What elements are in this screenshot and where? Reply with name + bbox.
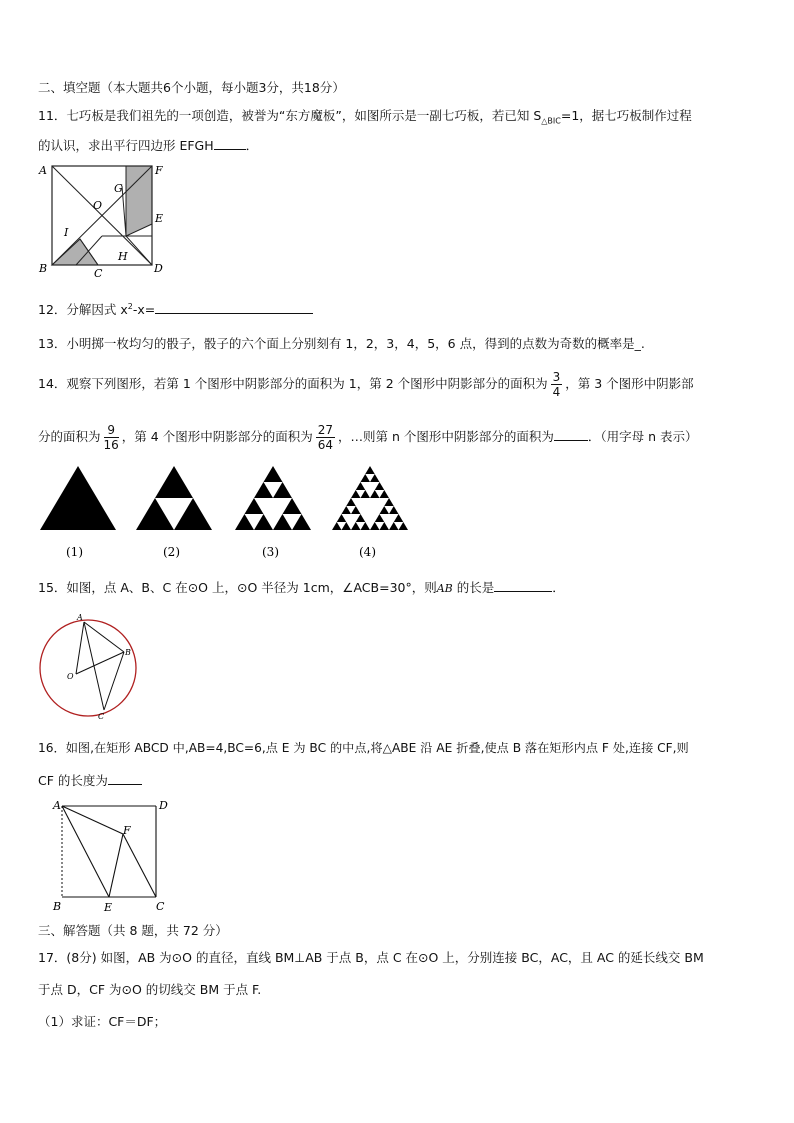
section-2-header: 二、填空题（本大题共6个小题，每小题3分，共18分）: [38, 80, 345, 95]
caption-3: (3): [262, 545, 279, 559]
q15-text-c: ．: [552, 580, 565, 595]
triangle-1: [40, 466, 116, 530]
q12-text: 12．分解因式 x: [38, 302, 128, 317]
q14-text-a: 14．观察下列图形，若第 1 个图形中阴影部分的面积为 1，第 2 个图形中阴影部分的面积为: [38, 376, 548, 391]
q15-text-b: 的长是: [456, 580, 495, 595]
q16-text-2: CF 的长度为: [38, 773, 108, 788]
fraction-9-16: $\frac{9}{16}$: [103, 423, 119, 452]
tangram-figure: [36, 162, 166, 278]
caption-2: (2): [163, 545, 180, 559]
q13-line: 13．小明掷一枚均匀的骰子，骰子的六个面上分别刻有 1，2，3，4，5，6 点，得到的点数为奇数的概率是_.: [38, 336, 645, 351]
label-O: O: [93, 199, 103, 212]
q12-superscript: 2: [127, 301, 133, 311]
q11-line-2: [38, 136, 258, 154]
q16-line-2: [38, 771, 142, 789]
q11-text-2: 的认识，求出平行四边形 EFGH: [38, 138, 214, 153]
q11-text-a: 11．七巧板是我们祖先的一项创造，被誉为“东方魔板”，如图所示是一副七巧板，若已知 S: [38, 108, 542, 123]
q14-line-1: [38, 370, 694, 399]
q11-text-b: =1，据七巧板制作过程: [560, 108, 692, 123]
rectangle-fold-figure: [48, 796, 174, 918]
q11-subscript: △BIC: [541, 116, 561, 126]
sierpinski-figures: [36, 462, 426, 564]
q14-text-b: ，第 3 个图形中阴影部: [565, 376, 694, 391]
q11-answer-blank[interactable]: [214, 149, 246, 150]
label-D: D: [154, 262, 163, 275]
q12-answer-blank[interactable]: [155, 313, 313, 314]
q11-line-1: [38, 106, 692, 126]
circle-figure: [36, 612, 146, 724]
label-B: B: [39, 262, 48, 275]
q14-text-2b: ，第 4 个图形中阴影部分的面积为: [121, 429, 313, 444]
label-B-rect: B: [53, 900, 62, 913]
arc-AB: AB: [436, 582, 453, 595]
label-C-circle: C: [98, 712, 105, 721]
label-F-rect: F: [123, 824, 131, 837]
q17-part-1: （1）求证：CF＝DF；: [38, 1014, 167, 1029]
q14-text-2c: ，…则第 n 个图形中阴影部分的面积为: [337, 429, 554, 444]
q17-line-2: 于点 D，CF 为⊙O 的切线交 BM 于点 F.: [38, 982, 262, 997]
caption-4: (4): [359, 545, 376, 559]
q12-text-b: -x=: [132, 302, 156, 317]
caption-1: (1): [66, 545, 83, 559]
label-A: A: [39, 164, 47, 177]
q15-answer-blank[interactable]: [494, 591, 552, 592]
q15-text-a: 15．如图，点 A、B、C 在⊙O 上，⊙O 半径为 1cm，∠ACB=30°，则: [38, 580, 437, 595]
tangram-shaded-parallelogram: [126, 166, 152, 236]
label-E: E: [155, 212, 164, 225]
q14-text-2a: 分的面积为: [38, 429, 101, 444]
q14-answer-blank[interactable]: [554, 440, 588, 441]
label-O-circle: O: [67, 672, 74, 681]
label-B-circle: B: [125, 648, 131, 657]
label-E-rect: E: [104, 901, 113, 914]
section-3-header: 三、解答题（共 8 题，共 72 分）: [38, 923, 228, 938]
label-D-rect: D: [159, 799, 168, 812]
fraction-27-64: $\frac{27}{64}$: [317, 423, 333, 452]
label-C-rect: C: [156, 900, 165, 913]
q16-answer-blank[interactable]: [108, 784, 142, 785]
label-F: F: [155, 164, 163, 177]
q15-line: [38, 578, 565, 596]
q11-text-end: ．: [245, 138, 259, 153]
label-I: I: [64, 226, 69, 239]
q14-text-2d: ．（用字母 n 表示）: [587, 429, 698, 444]
fraction-3-4: $\frac{3}{4}$: [552, 370, 561, 399]
q17-line-1: 17．(8分) 如图，AB 为⊙O 的直径，直线 BM⊥AB 于点 B，点 C 在⊙O 上，分别连接 BC，AC，且 AC 的延长线交 BM: [38, 950, 704, 965]
label-G: G: [114, 182, 123, 195]
label-C: C: [94, 267, 103, 278]
label-A-circle: A: [77, 613, 83, 622]
q14-line-2: [38, 423, 697, 452]
label-A-rect: A: [53, 799, 61, 812]
label-H: H: [118, 250, 128, 263]
q16-line-1: 16．如图,在矩形 ABCD 中,AB=4,BC=6,点 E 为 BC 的中点,将△ABE 沿 AE 折叠,使点 B 落在矩形内点 F 处,连接 CF,则: [38, 741, 689, 755]
q12-line: [38, 300, 313, 318]
